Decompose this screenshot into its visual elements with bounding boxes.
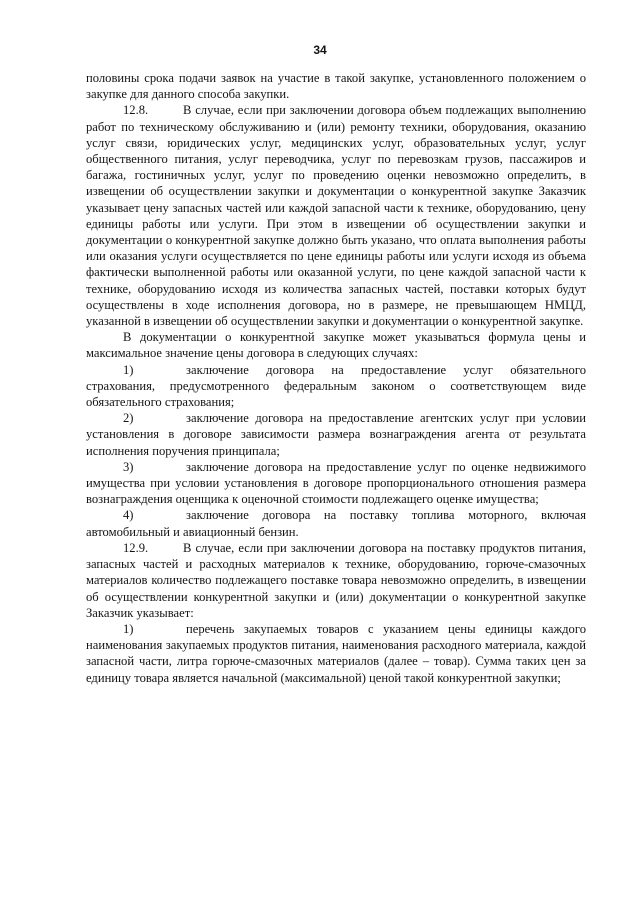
clause-text: В случае, если при заключении договора на поставку продуктов питания, запасных частей и расходных материалов к технике, оборудованию, горюче-смазочных материалов количество подлежащего поставке товара невозможно определить, в извещении об осуществлении конкурентной закупки и (или) документации о конкурентной закупке Заказчик указывает: — [86, 540, 586, 620]
list-number: 1) — [123, 362, 134, 377]
list-item-1 — [86, 362, 586, 411]
list-item-3 — [86, 459, 586, 508]
list-number: 1) — [123, 621, 134, 636]
list-number: 2) — [123, 411, 134, 426]
list-item-4 — [86, 507, 586, 539]
paragraph-continuation: половины срока подачи заявок на участие в такой закупке, установленного положением о закупке для данного способа закупки. — [86, 71, 586, 102]
clause-text: В случае, если при заключении договора объем подлежащих выполнению работ по техническому обслуживанию и (или) ремонту техники, оборудования, оказанию услуг связи, юридических услуг, медицинских услуг, образовательных услуг, услуг общественного питания, услуг переводчика, услуг по перевозкам грузов, пассажиров и багажа, гостиничных услуг, услуг по проведению оценки невозможно определить, в извещении об осуществлении закупки и документации о конкурентной закупке Заказчик указывает цену запасных частей или каждой запасной части к технике, оборудованию, цену единицы работы или услуги. При этом в извещении об осуществлении закупки и документации о конкурентной закупке должно быть указано, что оплата выполнения работы или оказания услуги осуществляется по цене единицы работы или услуги исходя из объема фактически выполненной работы или оказанной услуги, по цене каждой запасной части к технике, оборудованию исходя из количества запасных частей, поставки которых будут осуществлены в ходе исполнения договора, но в размере, не превышающем НМЦД, указанной в извещении об осуществлении закупки и документации о конкурентной закупке. — [86, 103, 586, 329]
list-text: заключение договора на поставку топлива моторного, включая автомобильный и авиационный бензин. — [86, 508, 586, 539]
list-text: заключение договора на предоставление услуг обязательного страхования, предусмотренного федеральным законом о соответствующем виде обязательного страхования; — [86, 362, 586, 410]
page-number: 34 — [313, 43, 327, 57]
list-text: перечень закупаемых товаров с указанием цены единицы каждого наименования закупаемых продуктов питания, наименования расходного материала, каждой запасной части, литра горюче-смазочных материалов (далее – товар). Сумма таких цен за единицу товара является начальной (максимальной) ценой такой конкурентной закупки; — [86, 621, 586, 685]
clause-12-9 — [86, 540, 586, 621]
list-text: заключение договора на предоставление агентских услуг при условии установления в договоре зависимости размера вознаграждения агента от результата исполнения поручения принципала; — [86, 411, 586, 458]
clause-number: 12.8. — [123, 103, 149, 118]
list-number: 3) — [123, 459, 134, 474]
clause-12-8 — [86, 102, 586, 329]
list-number: 4) — [123, 508, 134, 523]
list-item-5 — [86, 621, 586, 686]
clause-number: 12.9. — [123, 540, 149, 555]
list-text: заключение договора на предоставление услуг по оценке недвижимого имущества при условии установления в договоре пропорционального отношения размера вознаграждения оценщика к оценочной стоимости подлежащего оценке имущества; — [86, 459, 586, 507]
paragraph-formula: В документации о конкурентной закупке может указываться формула цены и максимальное значение цены договора в следующих случаях: — [86, 330, 586, 361]
document-body — [86, 70, 586, 686]
list-item-2 — [86, 410, 586, 459]
